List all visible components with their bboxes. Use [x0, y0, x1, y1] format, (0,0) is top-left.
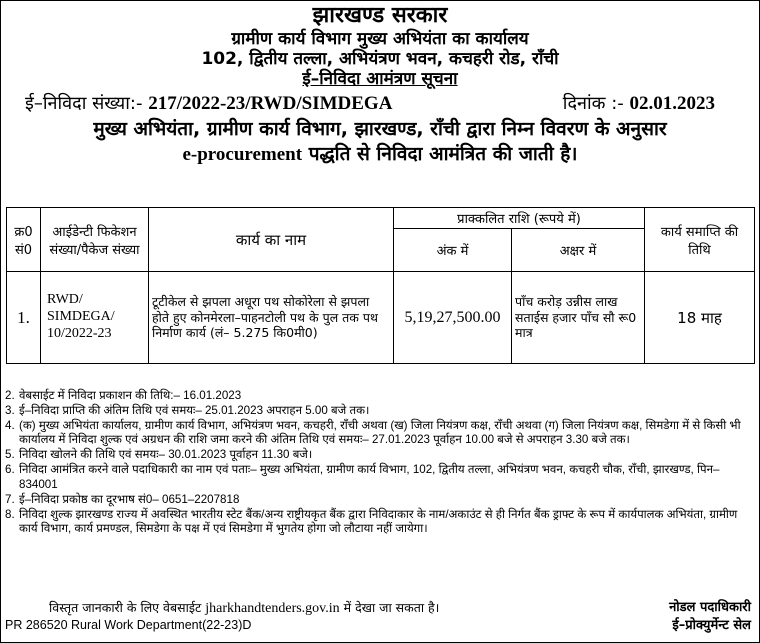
- list-item: 5. निविदा खोलने की तिथि एवं समयः– 30.01.2023 पूर्वाहन 11.30 बजे।: [5, 448, 313, 462]
- list-item: 2. वेबसाईट में निविदा प्रकाशन की तिथि:– 16.01.2023: [5, 389, 242, 402]
- tender-number-label: ई–निविदा संख्या:-: [25, 93, 143, 115]
- signature-officer: नोडल पदाधिकारी: [669, 600, 751, 615]
- reference-line: [1, 91, 759, 115]
- tender-number-value: 217/2022-23/RWD/SIMDEGA: [148, 93, 393, 115]
- header-identification: आईडेन्टी फिकेशन संख्या/पैकेज संख्या: [41, 208, 149, 272]
- list-item: 8. निविदा शुल्क झारखण्ड राज्य में अवस्थित भारतीय स्टेट बैंक/अन्य राष्ट्रीयकृत बैंक द्वारा निविदाकार के नाम/अकाउंट से ही निर्गत बैंक ड्राफ्ट के रूप में कार्यपालक अभियंता, ग्रामीण कार्य विभाग, कार्य प्रमण्डल, सिमडेगा के पक्ष में एवं सिमडेगा में भुगतेय होगा जो लौटाया नहीं जायेगा।: [5, 507, 738, 536]
- intro-eprocurement: e-procurement: [182, 143, 303, 165]
- signature-block: [669, 599, 751, 635]
- list-item: 4. (क) मुख्य अभियंता कार्यालय, ग्रामीण कार्य विभाग, अभियंत्रण भवन, कचहरी, राँची अथवा (ख) जिला नियंत्रण कक्ष, राँची अथवा (ग) जिला नियंत्रण कक्ष, सिमडेगा में से किसी भी कार्यालय में निविदा शुल्क एवं अग्रधन की राशि जमा करने की अंतिम तिथि एवं समयः– 27.01.2023 पूर्वाहन 10.00 बजे से अपराहन 3.30 बजे तक।: [5, 418, 741, 447]
- row-amount: 5,19,27,500.00: [394, 272, 512, 364]
- header-work-name: कार्य का नाम: [149, 208, 394, 272]
- row-amount-words: पाँच करोड़ उन्नीस लाख सताईस हजार पाँच सौ रू0 मात्र: [512, 272, 645, 364]
- list-item: 6. निविदा आमंत्रित करने वाले पदाधिकारी का नाम एवं पताः– मुख्य अभियंता, ग्रामीण कार्य विभाग, 102, द्वितीय तल्ला, अभियंत्रण भवन, कचहरी चौक, राँची, झारखण्ड, पिन– 834001: [5, 463, 720, 491]
- intro-line2: [1, 142, 759, 168]
- row-work-name: टूटीकेल से झपला अधूरा पथ सोकोरेला से झपला होते हुए कोनमेरला–पाहनटोली पथ के पुल तक पथ निर्माण कार्य (लं– 5.275 कि0मी0): [149, 272, 394, 364]
- list-item: 7. ई–निविदा प्रकोष्ठ का दूरभाष सं0– 0651–2207818: [5, 492, 240, 506]
- intro-text: [1, 117, 759, 167]
- office-address: 102, द्वितीय तल्ला, अभियंत्रण भवन, कचहरी रोड, राँची: [201, 49, 559, 69]
- date-label: दिनांक :-: [562, 93, 624, 115]
- website-post: में देखा जा सकता है।: [343, 600, 440, 615]
- website-link[interactable]: jharkhandtenders.gov.in: [205, 601, 340, 616]
- header-figures: अंक में: [394, 229, 512, 272]
- header-completion: कार्य समाप्ति की तिथि: [645, 208, 755, 272]
- website-pre: विस्तृत जानकारी के लिए वेबसाईट: [49, 600, 202, 615]
- notes-list: [5, 389, 755, 537]
- notice-title: ई–निविदा आमंत्रण सूचना: [302, 69, 458, 90]
- signature-cell: ई–प्रोक्युर्मेन्ट सेल: [672, 618, 751, 634]
- row-serial: 1.: [7, 272, 41, 364]
- list-item: 3. ई–निविदा प्राप्ति की अंतिम तिथि एवं समयः– 25.01.2023 अपराहन 5.00 बजे तक।: [5, 403, 370, 417]
- pr-number: PR 286520 Rural Work Department(22-23)D: [5, 618, 252, 632]
- header-serial: क्र0 सं0: [7, 208, 41, 272]
- intro-line1: मुख्य अभियंता, ग्रामीण कार्य विभाग, झारखण्ड, राँची द्वारा निम्न विवरण के अनुसार: [93, 118, 667, 141]
- header-estimate: प्राक्कलित राशि (रूपये में): [394, 208, 645, 229]
- tender-table: [6, 207, 755, 364]
- tender-number: [25, 91, 392, 115]
- intro-line2-rest: पद्धति से निविदा आमंत्रित की जाती है।: [308, 142, 578, 165]
- website-line: [49, 599, 439, 617]
- row-completion: 18 माह: [645, 272, 755, 364]
- notice-date: [563, 91, 715, 115]
- date-value: 02.01.2023: [629, 93, 715, 115]
- row-identification: RWD/ SIMDEGA/ 10/2022-23: [41, 272, 149, 364]
- header-words: अक्षर में: [512, 229, 645, 272]
- notice-header: [1, 3, 759, 89]
- government-title: झारखण्ड सरकार: [312, 3, 448, 28]
- table-row: [7, 272, 755, 364]
- department-office: ग्रामीण कार्य विभाग मुख्य अभियंता का कार्यालय: [231, 28, 529, 49]
